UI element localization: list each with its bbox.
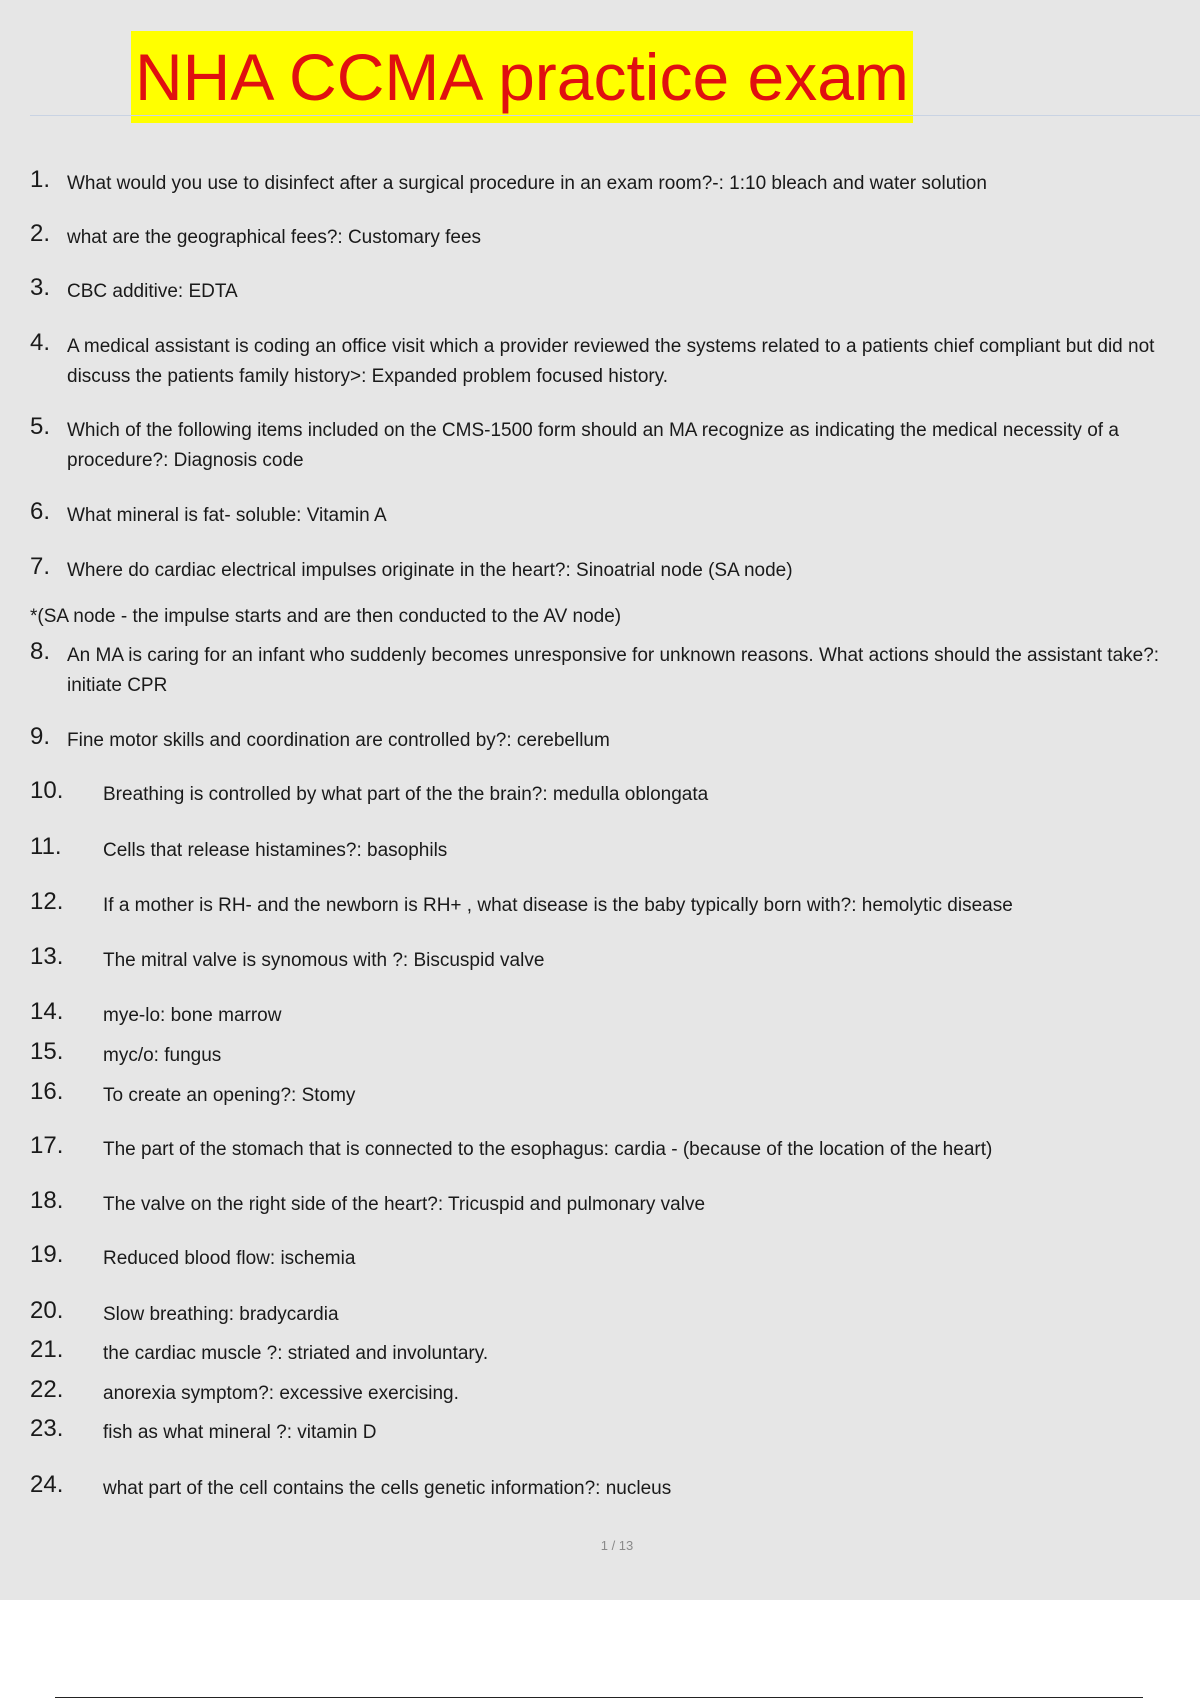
question-item [30, 1471, 1200, 1504]
question-number: 18. [30, 1187, 64, 1214]
question-number: 16. [30, 1078, 64, 1105]
question-number: 10. [30, 777, 64, 804]
question-text: Where do cardiac electrical impulses originate in the heart?: Sinoatrial node (SA node) [67, 560, 793, 581]
question-number: 11. [30, 833, 62, 860]
question-number: 9. [30, 723, 51, 750]
question-text: What mineral is fat- soluble: Vitamin A [67, 505, 387, 526]
question-number: 3. [30, 274, 51, 301]
title-underline [30, 115, 1200, 116]
question-item [30, 220, 1200, 253]
question-text: what part of the cell contains the cells genetic information?: nucleus [103, 1478, 672, 1499]
question-text: Which of the following items included on the CMS-1500 form should an MA recognize as indicating the medical necessity of a procedure?: Diagnosis code [67, 420, 1119, 471]
question-item [30, 553, 1200, 586]
question-item [30, 1297, 1200, 1330]
question-text: A medical assistant is coding an office visit which a provider reviewed the systems related to a patients chief compliant but did not discuss the patients family history>: Expanded problem focused history. [67, 336, 1155, 387]
question-item [30, 498, 1200, 531]
question-text: If a mother is RH- and the newborn is RH+ , what disease is the baby typically born with?: hemolytic disease [103, 895, 1013, 916]
question-item [30, 998, 1200, 1031]
page-indicator: 1 / 13 [600, 1538, 634, 1553]
question-item [30, 1376, 1200, 1409]
question-item [30, 777, 1200, 810]
question-number: 15. [30, 1038, 64, 1065]
question-text: fish as what mineral ?: vitamin D [103, 1422, 377, 1443]
question-item [30, 723, 1200, 756]
question-text: The valve on the right side of the heart?: Tricuspid and pulmonary valve [103, 1194, 706, 1215]
question-item [30, 638, 1200, 701]
question-text: anorexia symptom?: excessive exercising. [103, 1383, 459, 1404]
question-number: 7. [30, 553, 51, 580]
question-text: Breathing is controlled by what part of the the brain?: medulla oblongata [103, 784, 709, 805]
question-item [30, 166, 1200, 199]
question-number: 12. [30, 888, 64, 915]
question-number: 20. [30, 1297, 64, 1324]
question-number: 1. [30, 166, 51, 193]
question-number: 5. [30, 413, 51, 440]
question-text: Reduced blood flow: ischemia [103, 1248, 356, 1269]
question-item [30, 1132, 1200, 1165]
question-item [30, 888, 1200, 921]
question-text: The mitral valve is synomous with ?: Biscuspid valve [103, 950, 545, 971]
question-number: 21. [30, 1336, 64, 1363]
question-text: What would you use to disinfect after a surgical procedure in an exam room?-: 1:10 bleach and water solution [67, 173, 987, 194]
question-text: To create an opening?: Stomy [103, 1085, 356, 1106]
question-number: 8. [30, 638, 51, 665]
question-number: 14. [30, 998, 64, 1025]
question-number: 22. [30, 1376, 64, 1403]
question-text: Fine motor skills and coordination are controlled by?: cerebellum [67, 730, 610, 751]
footnote: *(SA node - the impulse starts and are then conducted to the AV node) [30, 606, 622, 627]
question-number: 13. [30, 943, 64, 970]
question-item [30, 1078, 1200, 1111]
question-text: the cardiac muscle ?: striated and involuntary. [103, 1343, 489, 1364]
question-item [30, 1187, 1200, 1220]
question-item [30, 329, 1200, 392]
question-text: CBC additive: EDTA [67, 281, 238, 302]
question-text: mye-lo: bone marrow [103, 1005, 282, 1026]
question-text: Slow breathing: bradycardia [103, 1304, 339, 1325]
question-number: 23. [30, 1415, 64, 1442]
question-item [30, 1241, 1200, 1274]
question-item [30, 413, 1200, 476]
question-text: Cells that release histamines?: basophils [103, 840, 448, 861]
question-number: 4. [30, 329, 51, 356]
question-number: 2. [30, 220, 51, 247]
question-text: what are the geographical fees?: Customary fees [67, 227, 482, 248]
page-bottom-rule [55, 1697, 1143, 1698]
question-item [30, 274, 1200, 307]
question-number: 24. [30, 1471, 64, 1498]
question-text: The part of the stomach that is connected to the esophagus: cardia - (because of the location of the heart) [103, 1139, 993, 1160]
document-title: NHA CCMA practice exam [131, 31, 913, 123]
question-item [30, 1038, 1200, 1071]
question-text: An MA is caring for an infant who suddenly becomes unresponsive for unknown reasons. What actions should the assistant take?: initiate CPR [67, 645, 1160, 696]
question-number: 19. [30, 1241, 64, 1268]
question-item [30, 943, 1200, 976]
question-item [30, 1415, 1200, 1448]
question-number: 6. [30, 498, 51, 525]
question-number: 17. [30, 1132, 64, 1159]
question-text: myc/o: fungus [103, 1045, 222, 1066]
question-item [30, 833, 1200, 866]
question-item [30, 1336, 1200, 1369]
